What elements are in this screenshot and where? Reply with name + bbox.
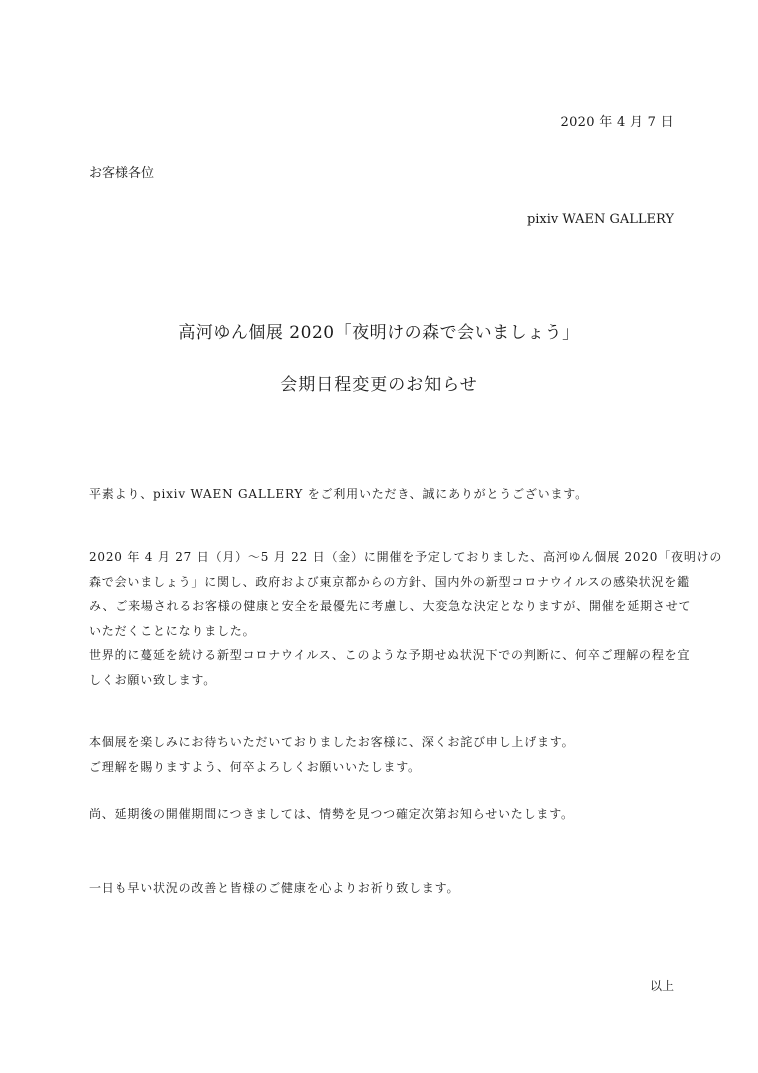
paragraph-wishes (89, 876, 679, 901)
paragraph-apology (89, 730, 679, 779)
paragraph-line: しくお願い致します。 (89, 672, 217, 687)
document-subtitle: 会期日程変更のお知らせ (280, 375, 478, 395)
paragraph-line: 尚、延期後の開催期間につきましては、情勢を見つつ確定次第お知らせいたします。 (89, 807, 574, 821)
closing-mark: 以上 (649, 979, 674, 993)
document-date: 2020 年 4 月 7 日 (560, 115, 674, 130)
paragraph-line: み、ご来場されるお客様の健康と安全を最優先に考慮し、大変急な決定となりますが、開催を延期させて (89, 599, 692, 613)
paragraph-line: いただくことになりました。 (89, 623, 256, 638)
sender-name: pixiv WAEN GALLERY (526, 212, 674, 227)
paragraph-greeting (89, 482, 679, 507)
paragraph-postponement (89, 545, 723, 692)
paragraph-line: 平素より、pixiv WAEN GALLERY をご利用いただき、誠にありがとうございます。 (89, 487, 588, 501)
paragraph-line: ご理解を賜りますよう、何卒よろしくお願いいたします。 (89, 759, 421, 774)
paragraph-line: 一日も早い状況の改善と皆様のご健康を心よりお祈り致します。 (89, 881, 460, 895)
paragraph-line: 本個展を楽しみにお待ちいただいておりましたお客様に、深くお詫び申し上げます。 (89, 735, 575, 749)
document-title: 高河ゆん個展 2020「夜明けの森で会いましょう」 (178, 323, 580, 343)
paragraph-line: 2020 年 4 月 27 日（月）〜5 月 22 日（金）に開催を予定しておりました、高河ゆん個展 2020「夜明けの (89, 550, 723, 564)
paragraph-line: 森で会いましょう」に関し、政府および東京都からの方針、国内外の新型コロナウイルスの感染状況を鑑 (89, 574, 690, 589)
paragraph-line: 世界的に蔓延を続ける新型コロナウイルス、このような予期せぬ状況下での判断に、何卒ご理解の程を宜 (89, 648, 691, 662)
addressee: お客様各位 (89, 166, 155, 181)
paragraph-notice (89, 802, 679, 827)
